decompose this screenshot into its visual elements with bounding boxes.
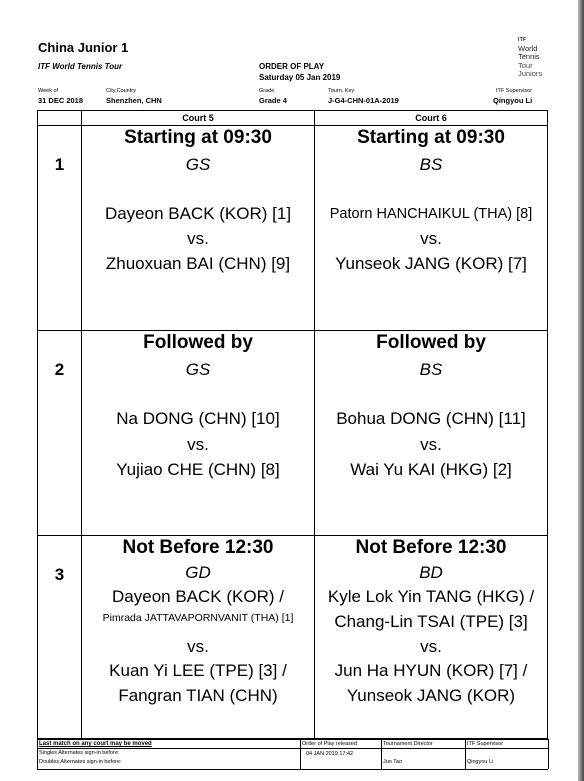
versus-label: vs. bbox=[187, 637, 209, 656]
player-one: Patorn HANCHAIKUL (THA) [8] bbox=[329, 206, 533, 222]
match-time: Starting at 09:30 bbox=[124, 127, 272, 148]
released-label: Order of Play released bbox=[302, 741, 358, 747]
player-two-b: Yunseok JANG (KOR) bbox=[346, 686, 516, 705]
footer-supervisor-value: Qingyou Li bbox=[467, 759, 494, 765]
itf-juniors-logo bbox=[518, 36, 558, 79]
week-value: 31 DEC 2018 bbox=[38, 96, 84, 105]
order-of-play-grid bbox=[37, 110, 548, 739]
match-time: Starting at 09:30 bbox=[357, 127, 505, 148]
released-value: 04 JAN 2019 17:42 bbox=[306, 751, 354, 757]
event-code: GS bbox=[185, 155, 211, 174]
director-label: Tournament Director bbox=[383, 741, 433, 747]
logo-line2: Tennis bbox=[518, 52, 540, 61]
row-number-1: 1 bbox=[54, 155, 65, 174]
director-value: Jun Tao bbox=[383, 759, 403, 765]
player-one-b: Chang-Lin TSAI (TPE) [3] bbox=[334, 612, 528, 631]
match-time: Followed by bbox=[376, 332, 486, 353]
key-value: J-G4-CHN-01A-2019 bbox=[328, 96, 399, 105]
order-of-play-title: ORDER OF PLAY bbox=[259, 62, 325, 71]
event-code: GS bbox=[185, 360, 211, 379]
versus-label: vs. bbox=[187, 229, 209, 248]
event-code: GD bbox=[185, 563, 211, 582]
supervisor-value: Qingyou Li bbox=[493, 96, 533, 105]
row-number-3: 3 bbox=[54, 565, 65, 584]
player-two-a: Kuan Yi LEE (TPE) [3] / bbox=[109, 661, 287, 680]
event-code: BS bbox=[419, 360, 443, 379]
player-two-a: Jun Ha HYUN (KOR) [7] / bbox=[334, 661, 528, 680]
city-value: Shenzhen, CHN bbox=[106, 96, 162, 105]
doubles-alternates: Doubles Alternates sign-in before: bbox=[39, 759, 122, 765]
player-one: Na DONG (CHN) [10] bbox=[116, 409, 280, 428]
last-match-note: Last match on any court may be moved bbox=[39, 741, 152, 747]
player-two: Zhuoxuan BAI (CHN) [9] bbox=[105, 254, 291, 273]
logo-itf: ITF bbox=[518, 37, 527, 43]
event-code: BD bbox=[419, 563, 443, 582]
logo-line4: Juniors bbox=[518, 69, 543, 78]
versus-label: vs. bbox=[187, 435, 209, 454]
player-one-a: Kyle Lok Yin TANG (HKG) / bbox=[327, 587, 535, 606]
row-number-2: 2 bbox=[54, 360, 65, 379]
page-shadow bbox=[578, 0, 584, 781]
player-one: Dayeon BACK (KOR) [1] bbox=[104, 204, 292, 223]
tournament-title: China Junior 1 bbox=[38, 40, 129, 55]
versus-label: vs. bbox=[420, 637, 442, 656]
player-one-a: Dayeon BACK (KOR) / bbox=[112, 587, 284, 606]
supervisor-label: ITF Supervisor bbox=[496, 88, 533, 94]
tour-name: ITF World Tennis Tour bbox=[38, 62, 123, 71]
versus-label: vs. bbox=[420, 229, 442, 248]
player-one: Bohua DONG (CHN) [11] bbox=[336, 409, 526, 428]
match-time: Not Before 12:30 bbox=[122, 537, 274, 558]
logo-line1: World bbox=[518, 43, 538, 53]
player-two: Wai Yu KAI (HKG) [2] bbox=[350, 460, 512, 479]
city-label: City,Country bbox=[106, 88, 136, 94]
grade-label: Grade bbox=[259, 88, 275, 94]
footer-supervisor-label: ITF Supervisor bbox=[467, 741, 504, 747]
player-two: Yujiao CHE (CHN) [8] bbox=[116, 460, 280, 479]
match-time: Followed by bbox=[143, 332, 253, 353]
grade-value: Grade 4 bbox=[259, 96, 287, 105]
event-code: BS bbox=[419, 155, 443, 174]
court-header-6: Court 6 bbox=[415, 113, 447, 123]
singles-alternates: Singles Alternates sign-in before: bbox=[39, 750, 120, 756]
play-date: Saturday 05 Jan 2019 bbox=[259, 73, 341, 82]
match-time: Not Before 12:30 bbox=[355, 537, 507, 558]
player-two: Yunseok JANG (KOR) [7] bbox=[335, 254, 527, 273]
logo-line3: Tour bbox=[518, 60, 533, 70]
key-label: Tourn. Key bbox=[328, 88, 355, 94]
player-one-b: Pimrada JATTAVAPORNVANIT (THA) [1] bbox=[102, 612, 294, 624]
week-label: Week of bbox=[38, 88, 59, 94]
versus-label: vs. bbox=[420, 435, 442, 454]
player-two-b: Fangran TIAN (CHN) bbox=[118, 686, 278, 705]
court-header-5: Court 5 bbox=[182, 113, 214, 123]
